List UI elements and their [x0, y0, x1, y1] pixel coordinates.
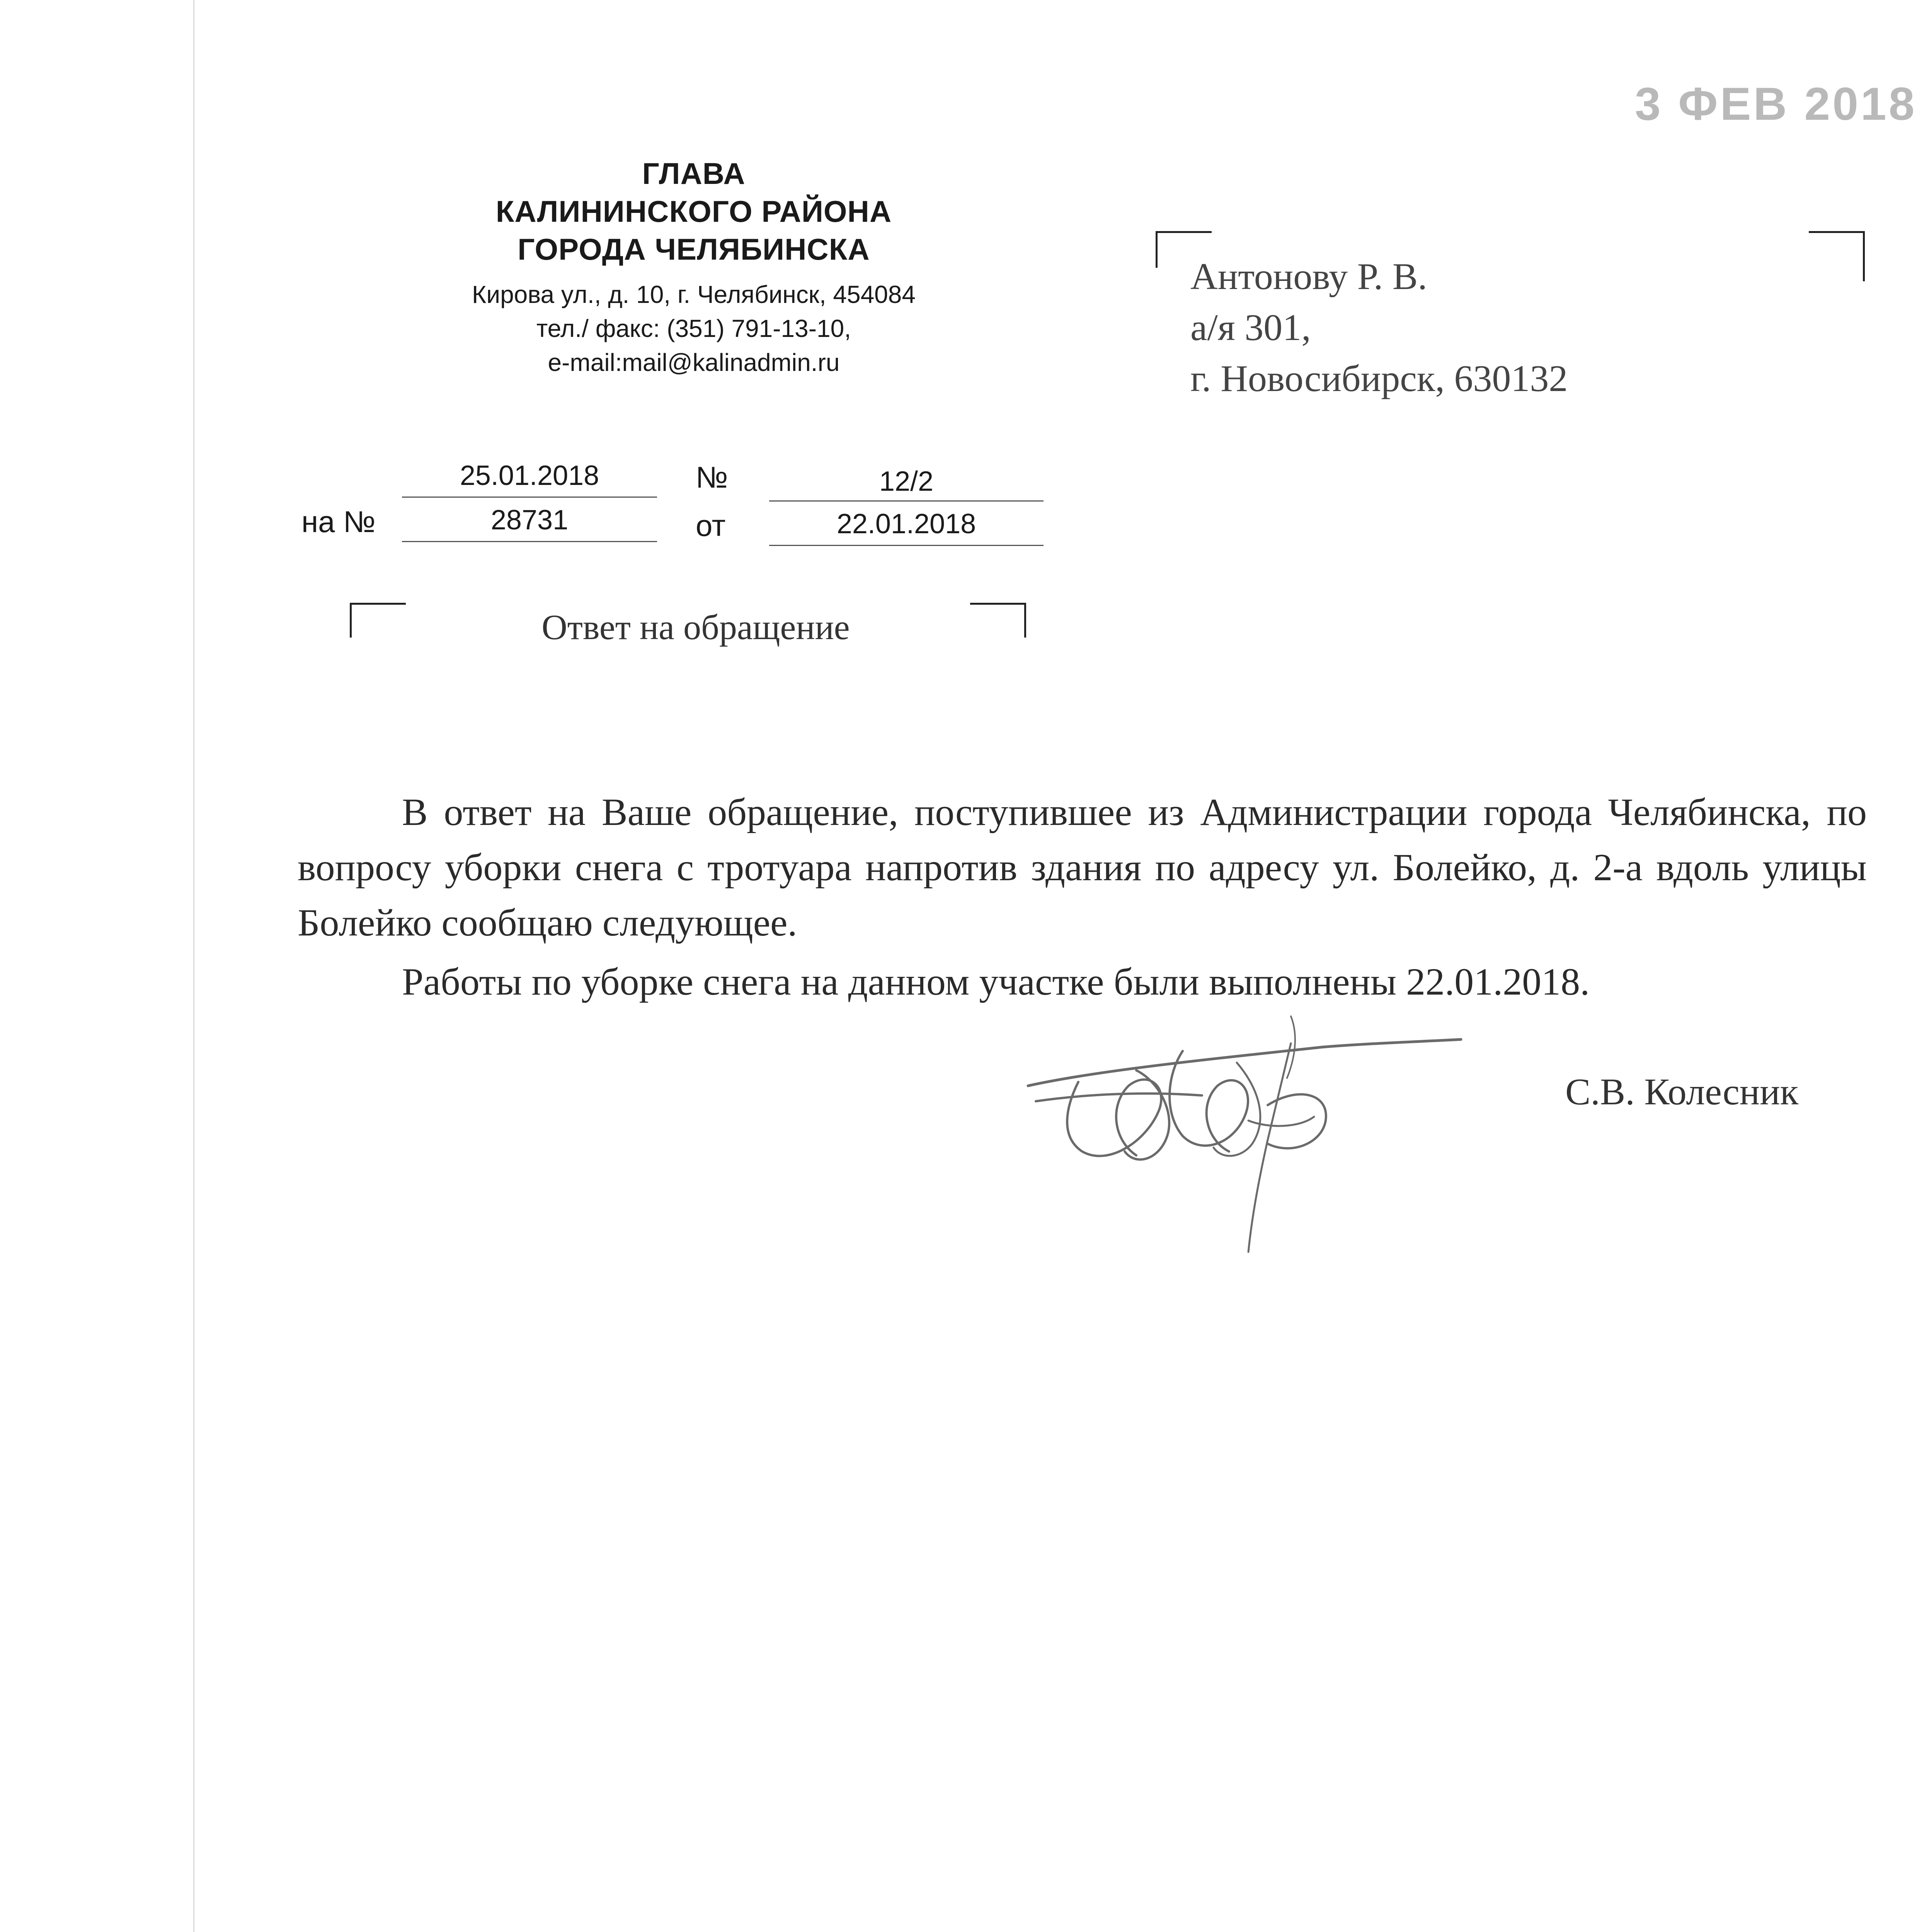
addressee-bracket-right	[1809, 231, 1865, 281]
addressee-name: Антонову Р. В.	[1190, 256, 1427, 298]
ref-date-line	[769, 545, 1044, 546]
scan-edge-line	[193, 0, 194, 1932]
body-paragraph-2: Работы по уборке снега на данном участке были выполнены 22.01.2018.	[402, 960, 1590, 1003]
letter-body	[298, 784, 1867, 1013]
letterhead-title-3: ГОРОДА ЧЕЛЯБИНСКА	[518, 232, 870, 266]
ref-number: 28731	[490, 505, 569, 536]
outgoing-number: 12/2	[879, 466, 934, 497]
handwritten-signature	[1020, 1012, 1469, 1275]
number-label: №	[696, 460, 728, 494]
addressee-box: а/я 301,	[1190, 307, 1311, 349]
outgoing-date-line	[402, 497, 657, 498]
received-date-stamp: 3 ФЕВ 2018	[1635, 78, 1917, 130]
ref-date: 22.01.2018	[836, 509, 976, 539]
subject-line: Ответ на обращение	[541, 607, 850, 647]
letterhead-address: Кирова ул., д. 10, г. Челябинск, 454084	[472, 281, 916, 308]
body-paragraph-1: В ответ на Ваше обращение, поступившее из Администрации города Челябинска, по вопросу уборки снега с тротуара напротив здания по адресу ул. Болейко, д. 2-а вдоль улицы Болейко сообщаю следующее.	[298, 791, 1867, 944]
letterhead-phone: тел./ факс: (351) 791-13-10,	[536, 315, 851, 342]
outgoing-date: 25.01.2018	[460, 460, 599, 491]
signer-name: С.В. Колесник	[1565, 1071, 1799, 1113]
letterhead-title-1: ГЛАВА	[642, 156, 746, 190]
letterhead-email: e-mail:mail@kalinadmin.ru	[548, 349, 840, 376]
letterhead	[398, 155, 989, 379]
letterhead-title-2: КАЛИНИНСКОГО РАЙОНА	[495, 194, 892, 228]
addressee-block	[1190, 251, 1568, 404]
outgoing-number-line	[769, 500, 1044, 502]
ref-number-label: на №	[301, 505, 376, 539]
ref-number-line	[402, 541, 657, 542]
addressee-city: г. Новосибирск, 630132	[1190, 358, 1568, 400]
ref-date-label: от	[696, 509, 726, 543]
